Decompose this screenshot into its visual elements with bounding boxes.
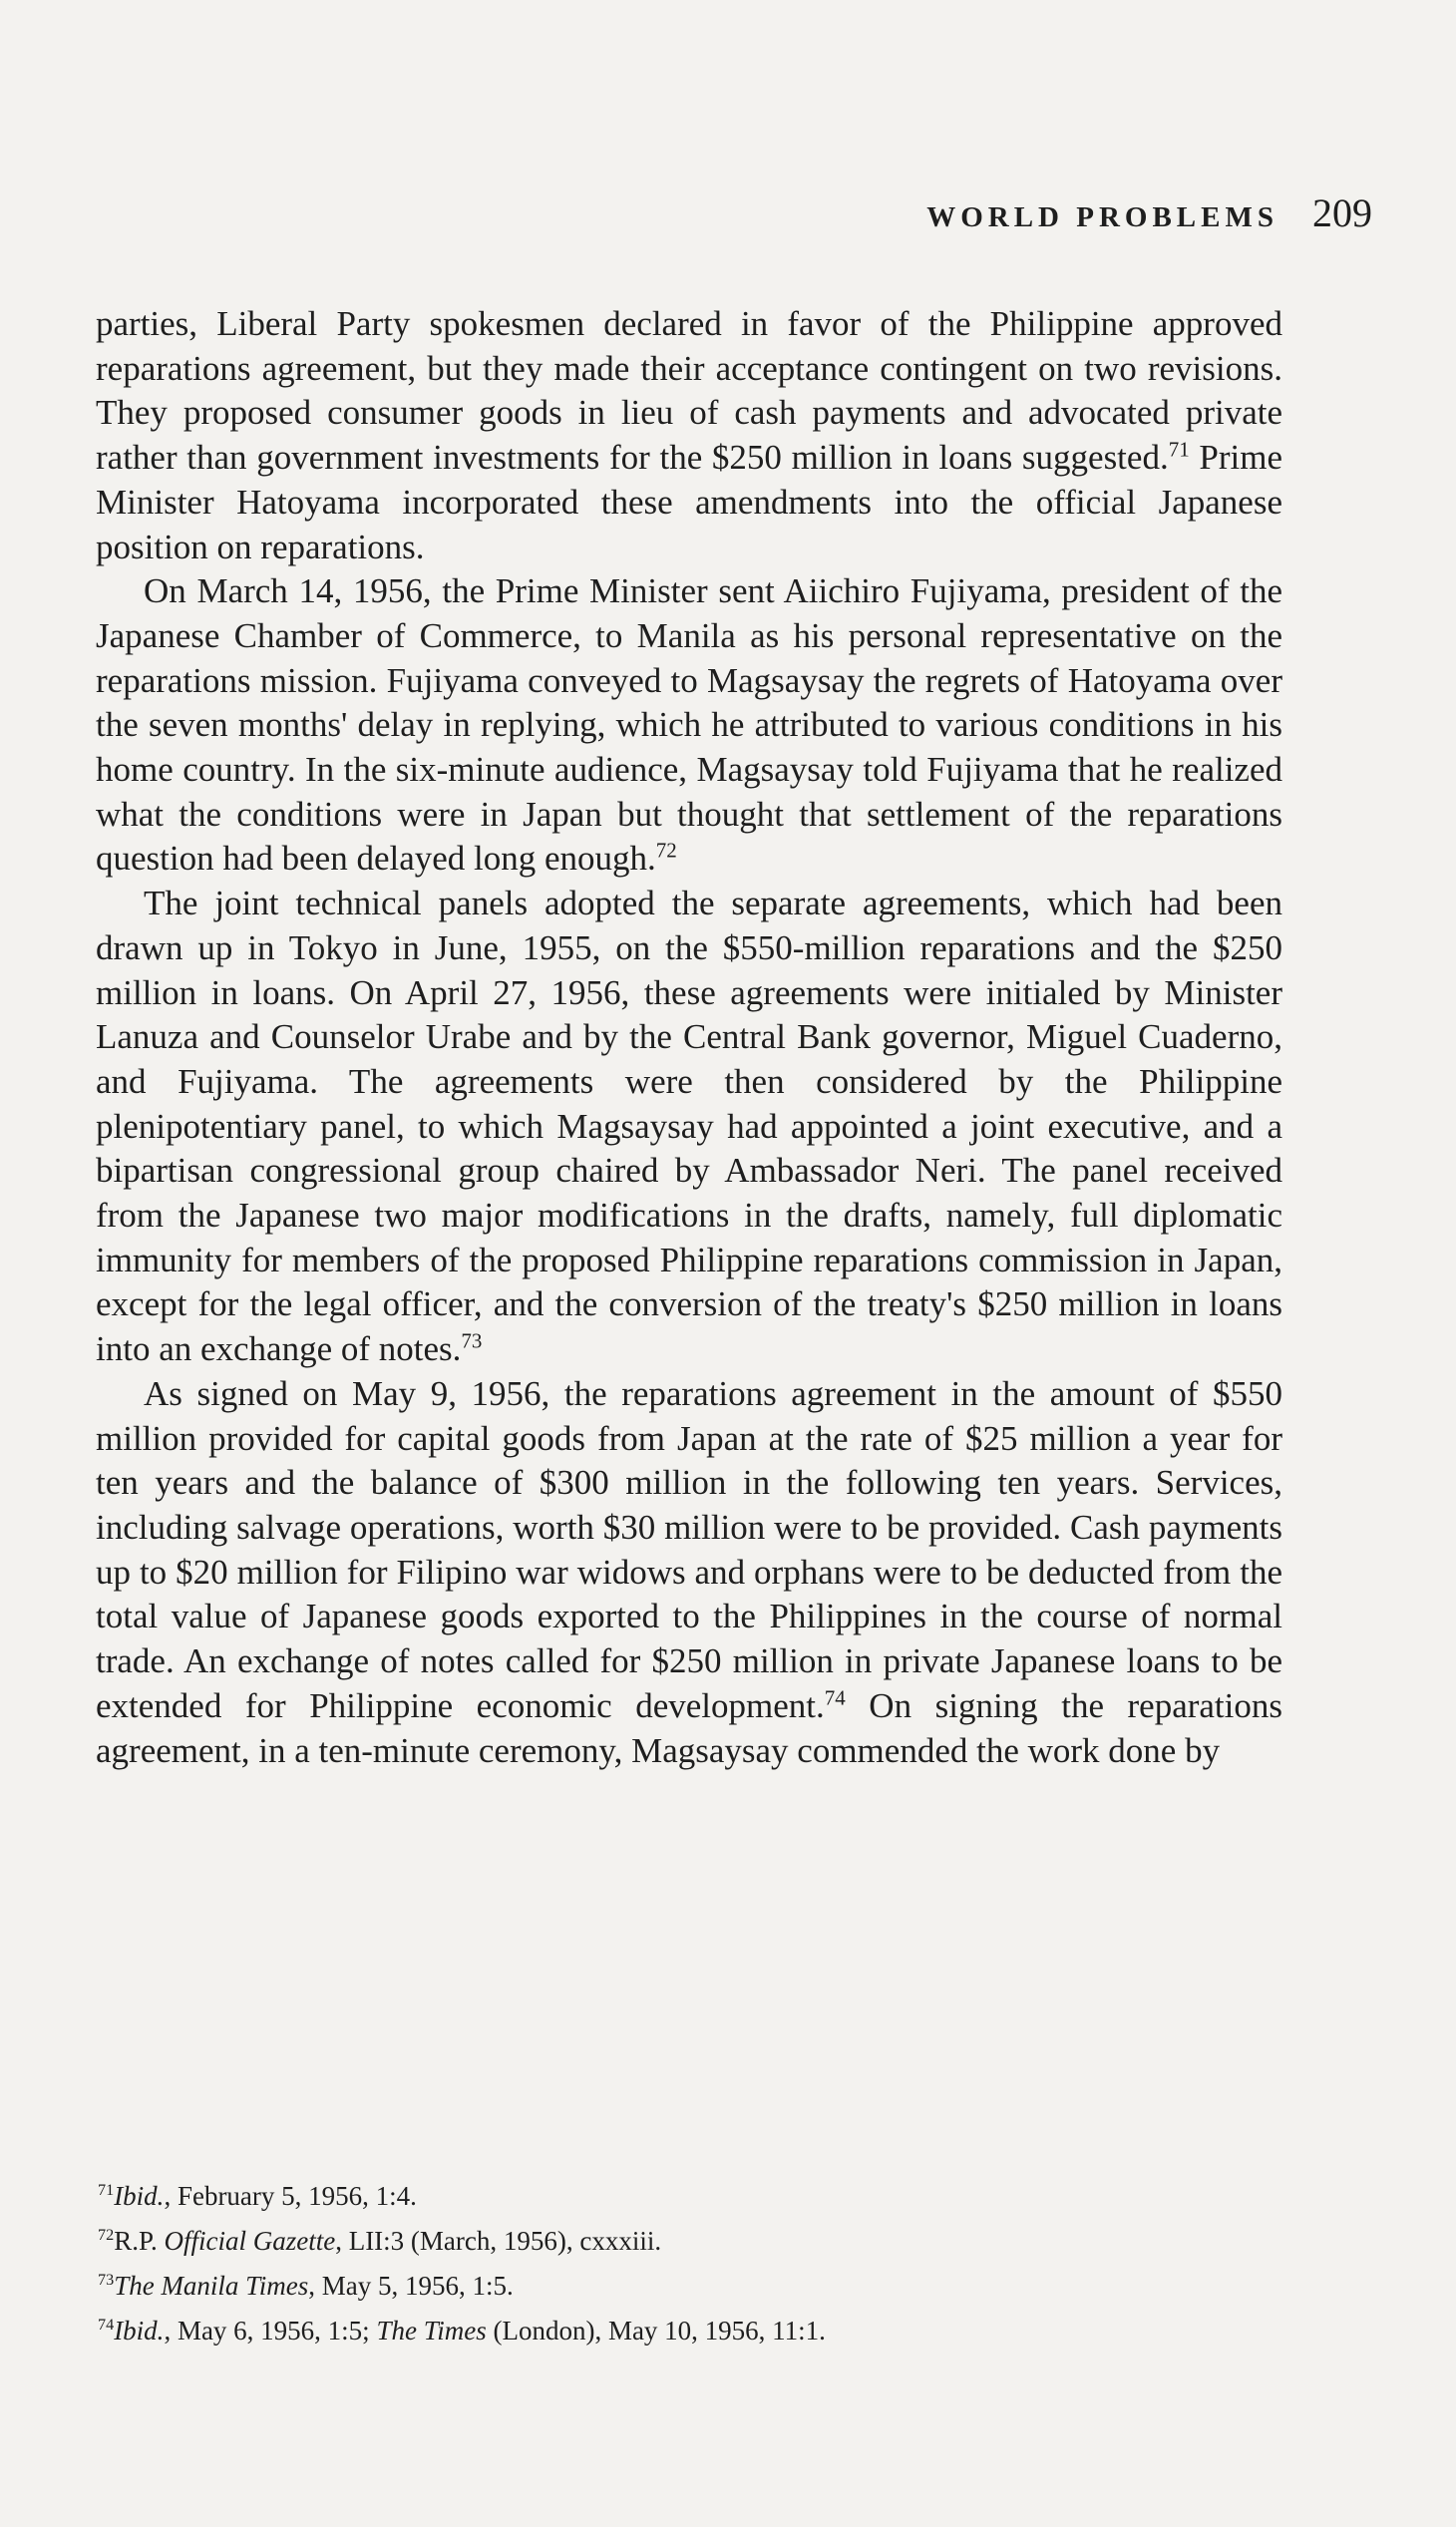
footnote-ref: 71 [1168, 437, 1190, 462]
footnote-number: 72 [98, 2226, 115, 2244]
footnote [98, 2174, 1284, 2219]
text-run: On March 14, 1956, the Prime Minister sent Aiichiro Fujiyama, president of the Japanese Chamber of Commerce, to Manila as his personal representative on the reparations mission. Fujiyama conveyed to Magsaysay the regrets of Hatoyama over the seven months' delay in replying, which he attributed to various conditions in his home country. In the six-minute audience, Magsaysay told Fujiyama that he realized what the conditions were in Japan but thought that settlement of the reparations question had been delayed long enough. [96, 571, 1282, 879]
text-run: On signing the reparations agreement, in a ten-minute ceremony, Magsaysay commended the work done by [96, 1685, 1282, 1770]
running-head [926, 189, 1372, 236]
footnote-ref: 74 [824, 1685, 846, 1710]
running-title: WORLD PROBLEMS [926, 201, 1278, 233]
footnote-text: , May 6, 1956, 1:5; [164, 2316, 377, 2346]
footnote-italic: The Times [376, 2316, 487, 2346]
paragraph [96, 1372, 1282, 1773]
footnote [98, 2219, 1284, 2264]
footnote-text: , February 5, 1956, 1:4. [164, 2181, 417, 2211]
footnote-italic: Ibid. [114, 2316, 165, 2346]
text-run: parties, Liberal Party spokesmen declared in favor of the Philippine approved reparations agreement, but they made their acceptance contingent on two revisions. They proposed consumer goods in lieu of cash payments and advocated private rather than government investments for the $250 million in loans suggested. [96, 304, 1282, 478]
text-run: As signed on May 9, 1956, the reparations agreement in the amount of $550 million provided for capital goods from Japan at the rate of $25 million a year for ten years and the balance of $300 million in the following ten years. Services, including salvage operations, worth $30 million were to be provided. Cash payments up to $20 million for Filipino war widows and orphans were to be deducted from the total value of Japanese goods exported to the Philippines in the course of normal trade. An exchange of notes called for $250 million in private Japanese loans to be extended for Philippine economic development. [96, 1373, 1282, 1725]
paragraph [96, 569, 1282, 882]
footnote-text: , May 5, 1956, 1:5. [308, 2271, 514, 2301]
page-number: 209 [1312, 190, 1372, 235]
footnote-text: , LII:3 (March, 1956), cxxxiii. [335, 2226, 662, 2256]
footnotes [98, 2174, 1284, 2353]
body-text [96, 302, 1282, 1773]
text-run: The joint technical panels adopted the separate agreements, which had been drawn up in Tokyo in June, 1955, on the $550-million reparations and the $250 million in loans. On April 27, 1956, these agreements were initialed by Minister Lanuza and Counselor Urabe and by the Central Bank governor, Miguel Cuaderno, and Fujiyama. The agreements were then considered by the Philippine plenipotentiary panel, to which Magsaysay had appointed a joint executive, and a bipartisan congressional group chaired by Ambassador Neri. The panel received from the Japanese two major modifications in the drafts, namely, full diplomatic immunity for members of the proposed Philippine reparations commission in Japan, except for the legal officer, and the conversion of the treaty's $250 million in loans into an exchange of notes. [96, 884, 1282, 1369]
footnote-text: R.P. [114, 2226, 165, 2256]
footnote-number: 73 [98, 2271, 115, 2289]
footnote-italic: The Manila Times [114, 2271, 309, 2301]
footnote [98, 2309, 1284, 2353]
footnote [98, 2264, 1284, 2309]
footnote-ref: 72 [655, 838, 677, 863]
footnote-text: (London), May 10, 1956, 11:1. [486, 2316, 826, 2346]
paragraph [96, 882, 1282, 1372]
footnote-number: 74 [98, 2316, 115, 2334]
footnote-italic: Ibid. [114, 2181, 165, 2211]
text-run: Prime Minister Hatoyama incorporated these amendments into the official Japanese position on reparations. [96, 438, 1282, 566]
footnote-number: 71 [98, 2181, 115, 2199]
footnote-italic: Official Gazette [164, 2226, 336, 2256]
footnote-ref: 73 [461, 1328, 483, 1353]
paragraph [96, 302, 1282, 569]
